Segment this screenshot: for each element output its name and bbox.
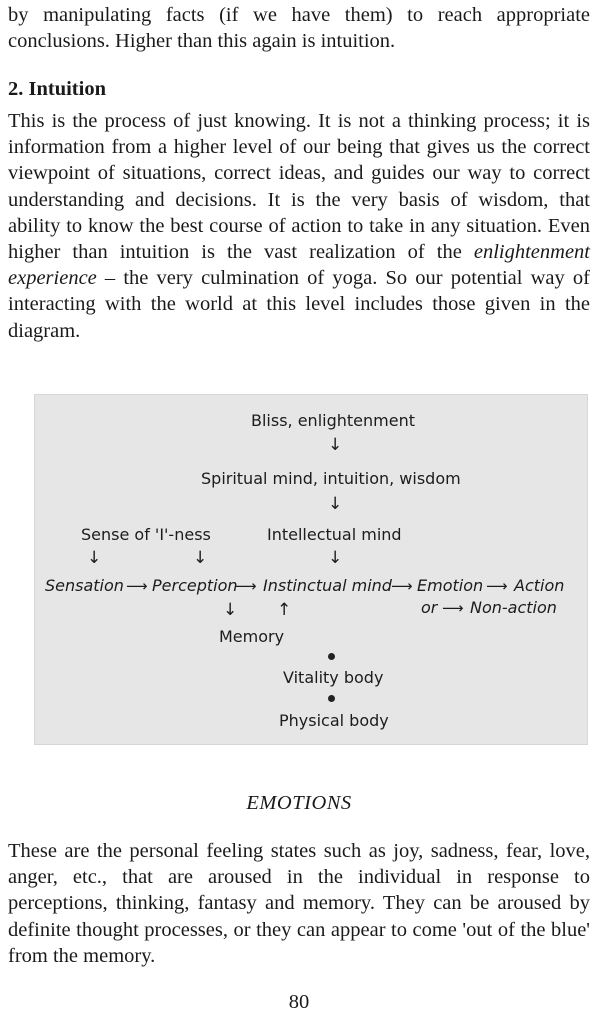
label-emotion: Emotion	[417, 576, 484, 595]
label-intellectual-mind: Intellectual mind	[267, 525, 402, 544]
label-non-action: Non-action	[470, 598, 557, 617]
intuition-italic-phrase: enlightenment experience	[8, 241, 590, 290]
section-heading-emotions: EMOTIONS	[246, 792, 352, 814]
page-number: 80	[288, 991, 310, 1013]
label-physical-body: Physical body	[279, 711, 389, 730]
arrow-right-icon: ⟶	[235, 577, 257, 595]
emotions-paragraph: These are the personal feeling states such as joy, sadness, fear, love, anger, etc., that are aroused in the individual in response to perceptions, thinking, fantasy and memory. They can be aroused by definite thought processes, or they can appear to come 'out of the blue' from the memory.	[8, 840, 590, 967]
intuition-text-2: – the very culmination of yoga. So our potential way of interacting with the world at this level includes those given in the diagram.	[8, 267, 590, 342]
label-or: or	[421, 598, 438, 617]
intro-paragraph: by manipulating facts (if we have them) to reach appropriate conclusions. Higher than this again is intuition.	[8, 4, 590, 53]
section-heading-intuition: 2. Intuition	[8, 78, 106, 100]
connector-dot	[328, 695, 335, 702]
intuition-text-1: This is the process of just knowing. It is not a thinking process; it is information from a higher level of our being that gives us the correct viewpoint of situations, correct ideas, and guides our way to correct understanding and decisions. It is the very basis of wisdom, that ability to know the best course of action to take in any situation. Even higher than intuition is the vast realization of the	[8, 110, 590, 264]
mind-levels-diagram	[34, 394, 588, 745]
arrow-down-icon: ↓	[328, 494, 343, 514]
arrow-right-icon: ⟶	[442, 599, 464, 617]
arrow-right-icon: ⟶	[126, 577, 148, 595]
intuition-paragraph	[8, 108, 590, 344]
label-perception: Perception	[152, 576, 238, 595]
label-spiritual-mind: Spiritual mind, intuition, wisdom	[201, 469, 461, 488]
connector-dot	[328, 653, 335, 660]
label-sensation: Sensation	[45, 576, 124, 595]
arrow-right-icon: ⟶	[486, 577, 508, 595]
label-vitality-body: Vitality body	[283, 668, 384, 687]
label-sense-of-i: Sense of 'I'-ness	[81, 525, 211, 544]
arrow-right-icon: ⟶	[391, 577, 413, 595]
arrow-down-icon: ↓	[223, 600, 238, 620]
arrow-down-icon: ↓	[193, 548, 208, 568]
label-memory: Memory	[219, 627, 285, 646]
label-instinctual-mind: Instinctual mind	[263, 576, 392, 595]
label-action: Action	[514, 576, 565, 595]
arrow-down-icon: ↓	[328, 435, 343, 455]
arrow-down-icon: ↓	[87, 548, 102, 568]
label-bliss: Bliss, enlightenment	[251, 411, 415, 430]
arrow-up-icon: ↑	[277, 600, 292, 620]
arrow-down-icon: ↓	[328, 548, 343, 568]
